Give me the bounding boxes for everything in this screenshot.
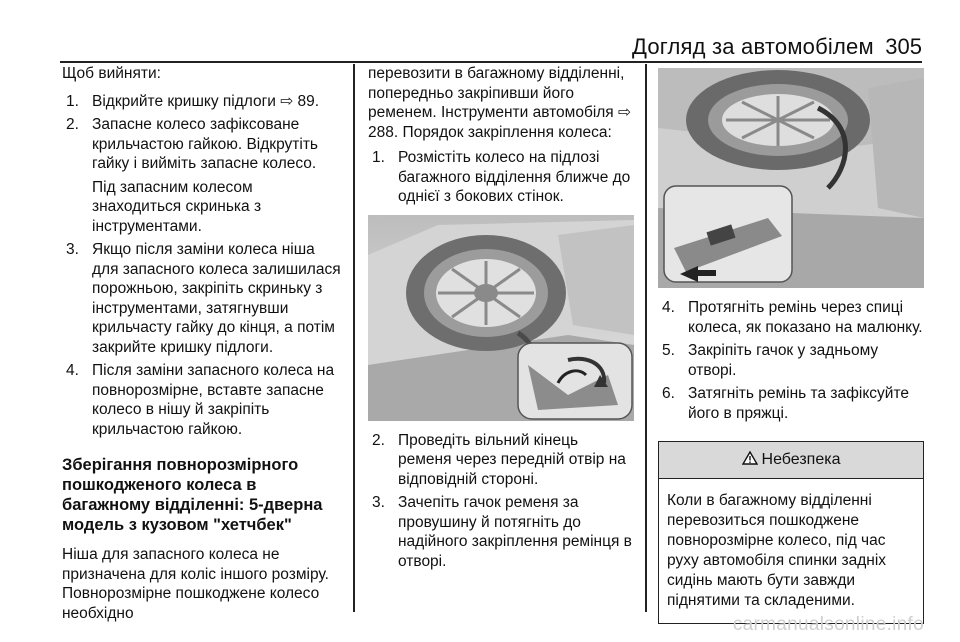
step-number: 2. [66, 116, 79, 133]
step-text: Розмістіть колесо на підлозі багажного відділення ближче до однієї з бокових стінок. [398, 149, 631, 205]
step-text: Затягніть ремінь та зафіксуйте його в пряжці. [688, 385, 909, 422]
section-heading: Зберігання повнорозмірного пошкодженого колеса в багажному відділенні: 5-дверна модель з кузовом "хетчбек" [62, 456, 323, 534]
wheel-strap-hook-illustration [658, 68, 924, 288]
list-item [368, 148, 634, 207]
watermark: carmanualsonline.info [732, 614, 924, 635]
column-1 [62, 64, 344, 623]
list-item [62, 361, 344, 439]
list-item [658, 298, 924, 337]
list-item [62, 92, 344, 112]
step-text: Після заміни запасного колеса на повнорозмірне, вставте запасне колесо в нішу й закріпіть крильчастою гайкою. [92, 362, 335, 438]
securing-steps-final [658, 298, 924, 423]
step-number: 1. [372, 149, 385, 166]
list-item [368, 493, 634, 571]
step-number: 1. [66, 92, 79, 110]
step-number: 4. [66, 362, 79, 379]
warning-triangle-icon [742, 451, 758, 465]
section-text: Ніша для запасного колеса не призначена для коліс іншого розміру. Повнорозмірне пошкоджене колесо необхідно [62, 546, 329, 622]
step-text: Відкрийте кришку підлоги ⇨ 89. [92, 92, 320, 110]
warning-header [659, 442, 923, 479]
intro-text: Щоб вийняти: [62, 65, 161, 82]
step-number: 2. [372, 431, 385, 449]
securing-steps-continued [368, 431, 634, 572]
warning-title: Небезпека [761, 451, 841, 468]
step-number: 5. [662, 342, 675, 359]
step-text: Запасне колесо зафіксоване крильчастою гайкою. Відкрутіть гайку і вийміть запасне колесо. [92, 116, 318, 172]
warning-box [658, 441, 924, 624]
step-subtext: Під запасним колесом знаходиться скринька з інструментами. [92, 178, 262, 235]
header-rule [60, 61, 922, 63]
step-text: Закріпіть гачок у задньому отворі. [688, 342, 879, 379]
wheel-in-trunk-illustration [368, 215, 634, 421]
column-divider [645, 64, 647, 612]
list-item [658, 384, 924, 423]
intro-text: перевозити в багажному відділенні, попередньо закріпивши його ременем. Інструменти автомобіля ⇨ 288. Порядок закріплення колеса: [368, 65, 631, 141]
step-text: Протягніть ремінь через спиці колеса, як показано на малюнку. [688, 299, 923, 336]
wheel-hook-image [658, 68, 924, 288]
step-text: Зачепіть гачок ременя за провушину й потягніть до надійного закріплення ремінця в отворі. [398, 494, 632, 570]
step-text: Якщо після заміни колеса ніша для запасного колеса залишилася порожньою, закріпіть скриньку з інструментами, затягнувши крильчасту гайку до кінця, а потім закрийте кришку підлоги. [92, 241, 341, 356]
page-number: 305 [885, 34, 922, 59]
list-item [658, 341, 924, 380]
list-item [62, 240, 344, 357]
securing-steps [368, 148, 634, 207]
step-number: 6. [662, 385, 675, 402]
step-number: 3. [372, 494, 385, 511]
page-header-title: Догляд за автомобілем [632, 34, 874, 59]
list-item [62, 115, 344, 236]
wheel-strap-image [368, 215, 634, 421]
step-number: 4. [662, 299, 675, 316]
list-item [368, 431, 634, 490]
column-divider [353, 64, 355, 612]
step-number: 3. [66, 241, 79, 258]
column-3 [658, 64, 924, 624]
step-text: Проведіть вільний кінець ременя через передній отвір на відповідній стороні. [398, 431, 626, 488]
column-2 [368, 64, 634, 571]
warning-text: Коли в багажному відділенні перевозиться пошкоджене повнорозмірне колесо, під час руху автомобіля спинки задніх сидінь мають бути завжди піднятими та складеними. [667, 491, 887, 609]
removal-steps [62, 92, 344, 440]
